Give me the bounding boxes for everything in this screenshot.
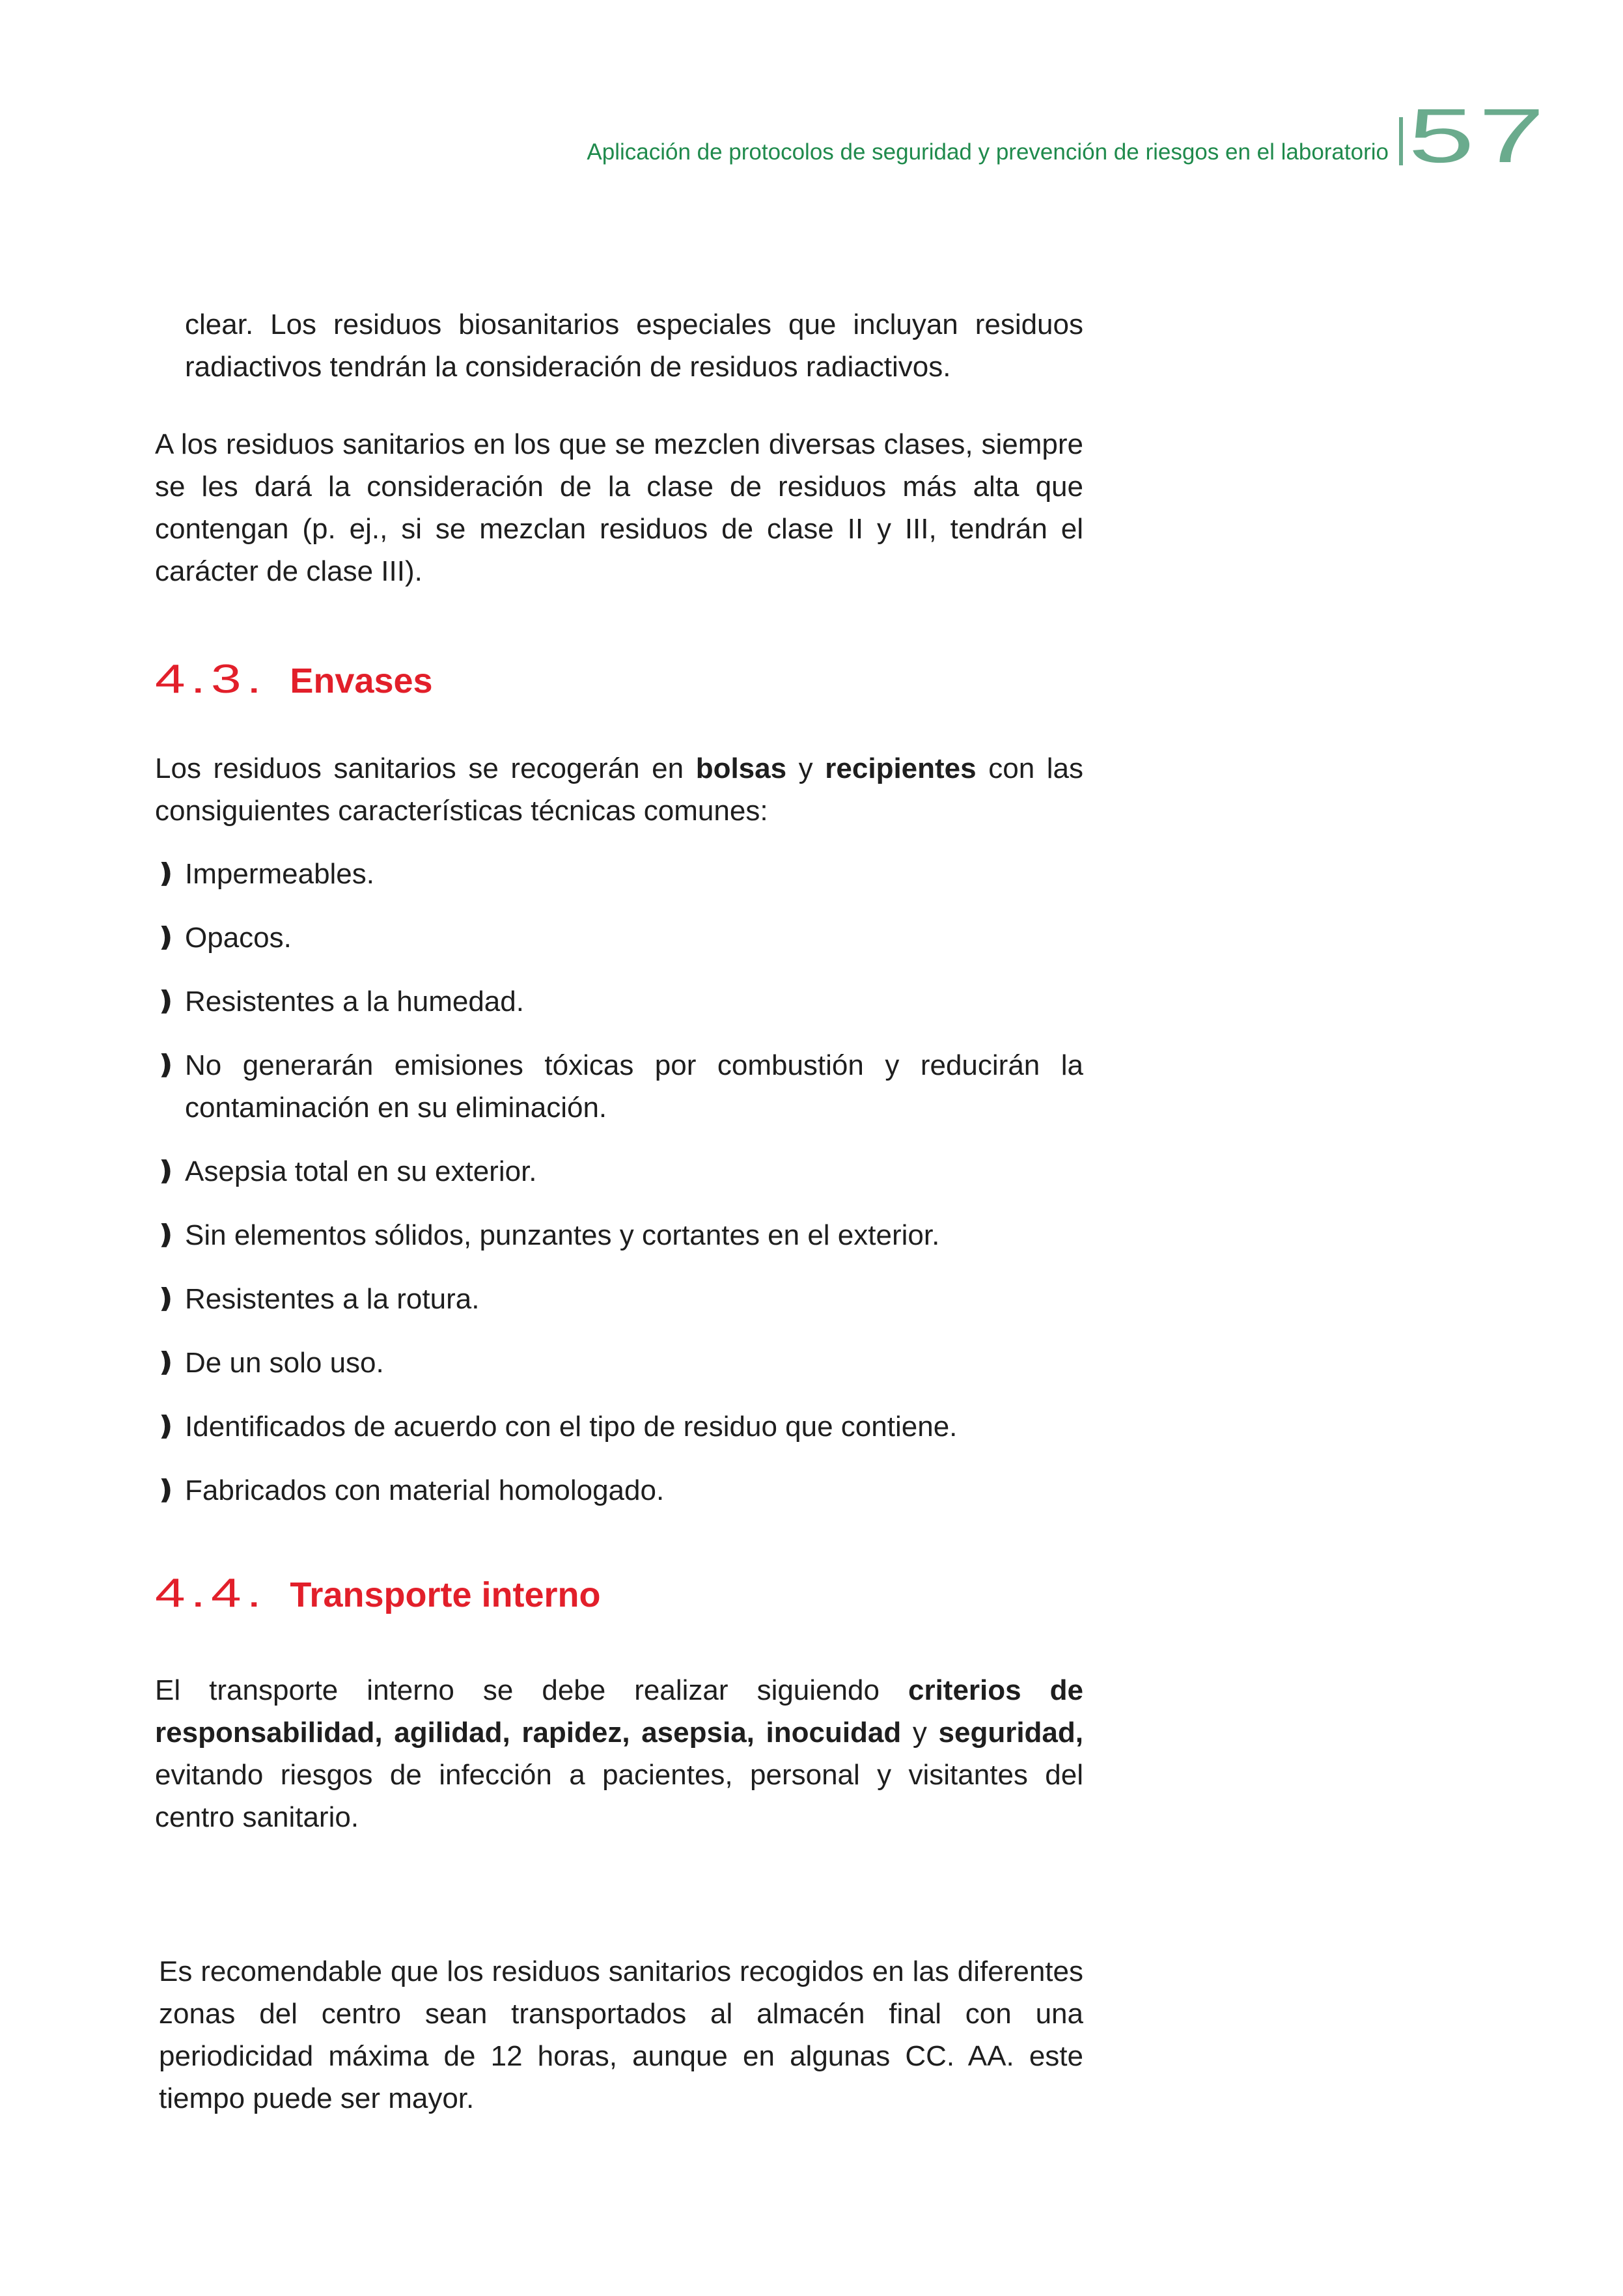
envases-bullet-list (155, 853, 1083, 1533)
bullet-item (155, 980, 1083, 1023)
bullet-item (155, 1405, 1083, 1448)
page-number: 57 (1408, 93, 1549, 179)
bullet-text: Resistentes a la humedad. (185, 986, 524, 1017)
recommendation-note (159, 1950, 1083, 2120)
transporte-bold-criterios: criterios de responsabilidad, agilidad, rapidez, asepsia, inocuidad (155, 1674, 1083, 1749)
double-chevron-right-icon: ❫ (155, 1348, 177, 1377)
intro-bold-bolsas: bolsas (695, 753, 787, 784)
double-chevron-right-icon: ❫ (155, 1221, 177, 1249)
header-title: Aplicación de protocolos de seguridad y prevención de riesgos en el laboratorio (587, 139, 1389, 165)
bullet-item (155, 917, 1083, 959)
intro-text: y (786, 753, 825, 784)
continued-paragraph (155, 303, 1083, 388)
intro-text: con las consiguientes características técnicas comunes: (155, 753, 1084, 827)
section-title: Envases (290, 661, 433, 700)
double-chevron-right-icon: ❫ (155, 1412, 177, 1441)
transporte-text (155, 1669, 1083, 1838)
bullet-text: No generarán emisiones tóxicas por combustión y reducirán la contaminación en su eliminación. (185, 1049, 1083, 1124)
double-chevron-right-icon: ❫ (155, 987, 177, 1016)
bullet-list (155, 853, 1083, 1512)
transporte-bold-seguridad: seguridad, (938, 1717, 1084, 1749)
bullet-text: Opacos. (185, 922, 292, 954)
bullet-item (155, 1214, 1083, 1256)
double-chevron-right-icon: ❫ (155, 1476, 177, 1504)
section-heading-transporte (155, 1570, 600, 1616)
bullet-text: Resistentes a la rotura. (185, 1283, 480, 1315)
bullet-text: Sin elementos sólidos, punzantes y cortantes en el exterior. (185, 1219, 940, 1251)
section-number: 4.3. (155, 657, 268, 702)
transporte-paragraph (155, 1669, 1083, 1838)
mixed-waste-paragraph (155, 423, 1083, 592)
header-divider (1399, 117, 1403, 165)
bullet-item (155, 853, 1083, 895)
bullet-text: Impermeables. (185, 858, 375, 890)
transporte-text-part: El transporte interno se debe realizar siguiendo (155, 1674, 908, 1706)
bullet-item (155, 1150, 1083, 1193)
section-number: 4.4. (155, 1571, 268, 1616)
section-heading-envases (155, 656, 433, 702)
bullet-item (155, 1278, 1083, 1320)
intro-bold-recipientes: recipientes (825, 753, 977, 784)
section-title: Transporte interno (290, 1575, 601, 1614)
paragraph-mixed-classes: A los residuos sanitarios en los que se mezclen diversas clases, siempre se les dará la consideración de la clase de residuos más alta que contengan (p. ej., si se mezclan residuos de clase II y III, tendrán el carácter de clase III). (155, 428, 1083, 587)
transporte-text-part: evitando riesgos de infección a pacientes, personal y visitantes del centro sanitario. (155, 1759, 1083, 1833)
envases-intro (155, 747, 1083, 832)
intro-text: Los residuos sanitarios se recogerán en (155, 753, 696, 784)
bullet-item (155, 1044, 1083, 1129)
bullet-text: Identificados de acuerdo con el tipo de residuo que contiene. (185, 1411, 958, 1443)
envases-intro-paragraph (155, 747, 1083, 832)
double-chevron-right-icon: ❫ (155, 1157, 177, 1185)
double-chevron-right-icon: ❫ (155, 859, 177, 888)
transporte-text-part: y (901, 1717, 939, 1749)
double-chevron-right-icon: ❫ (155, 1051, 177, 1079)
bullet-text: Fabricados con material homologado. (185, 1474, 665, 1506)
bullet-text: De un solo uso. (185, 1347, 384, 1379)
bullet-item (155, 1469, 1083, 1512)
double-chevron-right-icon: ❫ (155, 1284, 177, 1313)
paragraph-continuation: clear. Los residuos biosanitarios especiales que incluyan residuos radiactivos tendrán la consideración de residuos radiactivos. (185, 309, 1083, 383)
bullet-text: Asepsia total en su exterior. (185, 1155, 537, 1187)
bullet-item (155, 1342, 1083, 1384)
recommendation-text: Es recomendable que los residuos sanitarios recogidos en las diferentes zonas del centro sean transportados al almacén final con una periodicidad máxima de 12 horas, aunque en algunas CC. AA. este tiempo puede ser mayor. (159, 1956, 1083, 2114)
double-chevron-right-icon: ❫ (155, 923, 177, 952)
